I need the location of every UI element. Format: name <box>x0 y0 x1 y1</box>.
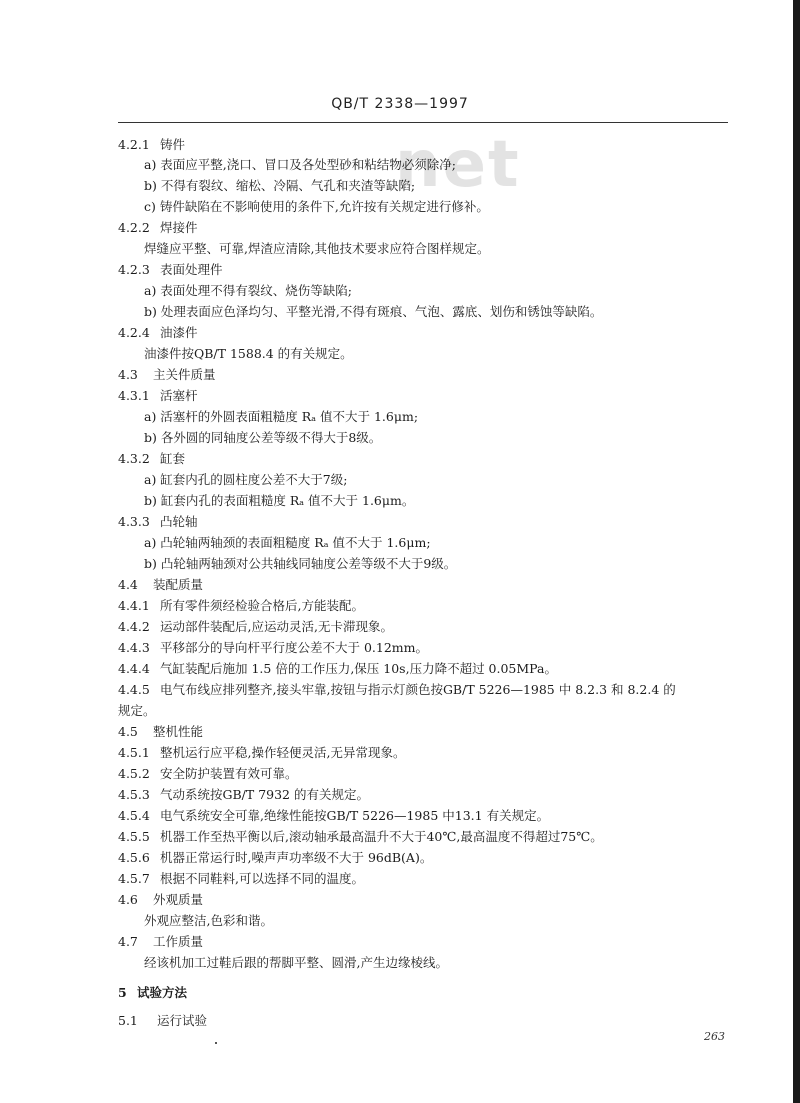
clause-number: 4.4.5 <box>118 682 150 697</box>
clause-number: 4.2.3 <box>118 262 150 277</box>
clause-number: 4.4.2 <box>118 619 150 634</box>
scan-edge <box>793 0 800 1103</box>
standard-header: QB/T 2338—1997 <box>331 96 469 112</box>
clause-text: 安全防护装置有效可靠。 <box>160 766 298 781</box>
list-item: a) 表面处理不得有裂纹、烧伤等缺陷; <box>144 283 353 298</box>
clause-number: 4.6 <box>118 892 138 907</box>
clause-text: 装配质量 <box>153 577 204 592</box>
scan-speck <box>215 1042 217 1044</box>
clause-text: 整机性能 <box>153 724 204 739</box>
clause-number: 4.5.6 <box>118 850 150 865</box>
clause-number: 5 <box>118 985 127 1000</box>
list-item: b) 处理表面应色泽均匀、平整光滑,不得有斑痕、气泡、露底、划伤和锈蚀等缺陷。 <box>144 304 603 319</box>
list-item: b) 不得有裂纹、缩松、冷隔、气孔和夹渣等缺陷; <box>144 178 416 193</box>
clause-number: 4.4.1 <box>118 598 150 613</box>
clause-number: 5.1 <box>118 1013 138 1028</box>
clause-text: 运行试验 <box>157 1013 208 1028</box>
paragraph: 油漆件按QB/T 1588.4 的有关规定。 <box>144 346 353 361</box>
clause-number: 4.5.4 <box>118 808 150 823</box>
clause-text: 机器正常运行时,噪声声功率级不大于 96dB(A)。 <box>160 850 433 865</box>
list-item: b) 缸套内孔的表面粗糙度 Rₐ 值不大于 1.6μm。 <box>144 493 415 508</box>
clause-number: 4.7 <box>118 934 138 949</box>
clause-number: 4.5.2 <box>118 766 150 781</box>
clause-number: 4.2.1 <box>118 137 150 152</box>
clause-text: 根据不同鞋料,可以选择不同的温度。 <box>160 871 364 886</box>
clause-number: 4.3.3 <box>118 514 150 529</box>
clause-text: 铸件 <box>160 137 186 152</box>
clause-number: 4.3 <box>118 367 138 382</box>
clause-number: 4.4 <box>118 577 138 592</box>
paragraph: 焊缝应平整、可靠,焊渣应清除,其他技术要求应符合图样规定。 <box>144 241 490 256</box>
list-item: b) 凸轮轴两轴颈对公共轴线同轴度公差等级不大于9级。 <box>144 556 457 571</box>
clause-number: 4.2.4 <box>118 325 150 340</box>
clause-text: 凸轮轴 <box>160 514 198 529</box>
clause-text: 电气系统安全可靠,绝缘性能按GB/T 5226—1985 中13.1 有关规定。 <box>160 808 550 823</box>
clause-text: 外观质量 <box>153 892 204 907</box>
list-item: a) 活塞杆的外圆表面粗糙度 Rₐ 值不大于 1.6μm; <box>144 409 419 424</box>
clause-number: 4.5.5 <box>118 829 150 844</box>
paragraph: 外观应整洁,色彩和谐。 <box>144 913 273 928</box>
clause-text: 表面处理件 <box>160 262 223 277</box>
clause-number: 4.5.7 <box>118 871 150 886</box>
clause-text: 活塞杆 <box>160 388 198 403</box>
watermark: net <box>395 128 521 202</box>
clause-text: 气动系统按GB/T 7932 的有关规定。 <box>160 787 369 802</box>
list-item: a) 表面应平整,浇口、冒口及各处型砂和粘结物必须除净; <box>144 157 456 172</box>
clause-text: 所有零件须经检验合格后,方能装配。 <box>160 598 364 613</box>
clause-number: 4.2.2 <box>118 220 150 235</box>
clause-text: 电气布线应排列整齐,接头牢靠,按钮与指示灯颜色按GB/T 5226—1985 中 8.2.3 和 8.2.4 的 <box>160 682 676 697</box>
clause-text: 焊接件 <box>160 220 198 235</box>
clause-text: 机器工作至热平衡以后,滚动轴承最高温升不大于40℃,最高温度不得超过75℃。 <box>160 829 603 844</box>
clause-text: 工作质量 <box>153 934 204 949</box>
clause-number: 4.4.3 <box>118 640 150 655</box>
page-number: 263 <box>704 1030 725 1043</box>
paragraph: 经该机加工过鞋后跟的帮脚平整、圆滑,产生边缘棱线。 <box>144 955 448 970</box>
clause-text: 平移部分的导向杆平行度公差不大于 0.12mm。 <box>160 640 429 655</box>
clause-text: 主关件质量 <box>153 367 216 382</box>
clause-text: 油漆件 <box>160 325 198 340</box>
paragraph-continuation: 规定。 <box>118 703 156 718</box>
clause-text: 气缸装配后施加 1.5 倍的工作压力,保压 10s,压力降不超过 0.05MPa。 <box>160 661 557 676</box>
clause-number: 4.5 <box>118 724 138 739</box>
list-item: c) 铸件缺陷在不影响使用的条件下,允许按有关规定进行修补。 <box>144 199 489 214</box>
clause-number: 4.3.2 <box>118 451 150 466</box>
list-item: a) 凸轮轴两轴颈的表面粗糙度 Rₐ 值不大于 1.6μm; <box>144 535 431 550</box>
list-item: a) 缸套内孔的圆柱度公差不大于7级; <box>144 472 348 487</box>
header-rule <box>118 122 728 123</box>
clause-text: 整机运行应平稳,操作轻便灵活,无异常现象。 <box>160 745 406 760</box>
list-item: b) 各外圆的同轴度公差等级不得大于8级。 <box>144 430 382 445</box>
clause-number: 4.5.1 <box>118 745 150 760</box>
clause-text: 缸套 <box>160 451 186 466</box>
clause-number: 4.5.3 <box>118 787 150 802</box>
clause-number: 4.4.4 <box>118 661 150 676</box>
clause-text: 试验方法 <box>137 985 188 1000</box>
clause-text: 运动部件装配后,应运动灵活,无卡滞现象。 <box>160 619 393 634</box>
clause-number: 4.3.1 <box>118 388 150 403</box>
